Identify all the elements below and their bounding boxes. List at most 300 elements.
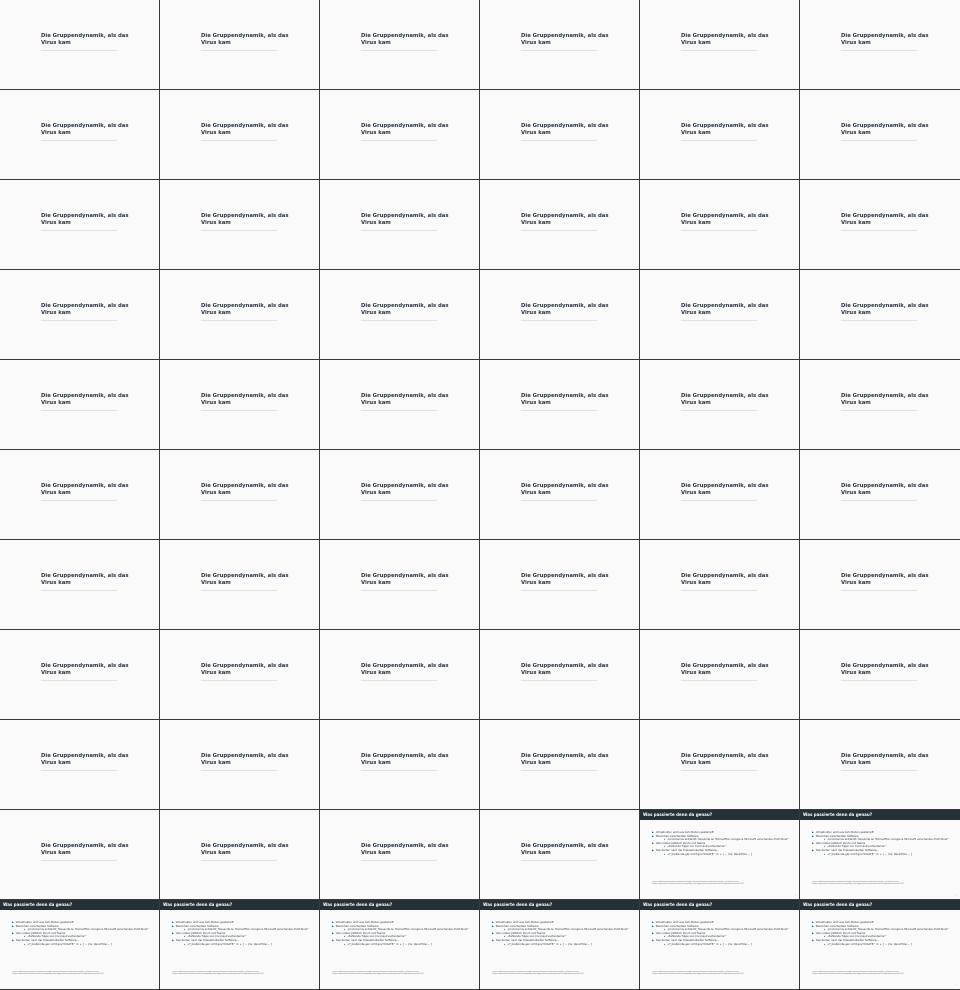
slide-title: Die Gruppendynamik, als das Virus kam bbox=[41, 33, 129, 47]
sub-bullet-icon: ▸ bbox=[344, 928, 347, 932]
bullet-item bbox=[652, 935, 796, 938]
bullet-item bbox=[812, 943, 956, 946]
slide-title: Die Gruppendynamik, als das Virus kam bbox=[681, 483, 769, 497]
bullet-item bbox=[652, 838, 796, 841]
page-number: 1 bbox=[154, 985, 156, 987]
title-slide-thumbnail[interactable] bbox=[480, 360, 640, 450]
title-divider bbox=[201, 410, 277, 411]
title-divider bbox=[841, 50, 917, 51]
title-slide-thumbnail[interactable] bbox=[640, 0, 800, 90]
title-divider bbox=[361, 140, 437, 141]
footnote: ²https://www.tu-berlin.de/uni/mit-corona-quality-strategy-profile-sections-deutschland-pandemie-zoom/2020 bbox=[12, 973, 104, 976]
sub-bullet-icon: ▸ bbox=[664, 838, 667, 842]
title-divider bbox=[521, 140, 597, 141]
bullet-text: Infrastruktur wird aus dem Boden gestampft bbox=[815, 831, 874, 834]
bullet-item bbox=[492, 928, 636, 931]
slide-title: Die Gruppendynamik, als das Virus kam bbox=[521, 753, 609, 767]
title-slide-thumbnail[interactable] bbox=[800, 180, 960, 270]
slide-heading: Was passierte denn da genau? bbox=[803, 812, 873, 817]
slide-header-bar bbox=[0, 900, 160, 910]
bullet-item bbox=[652, 921, 796, 924]
page-number: 1 bbox=[634, 985, 636, 987]
sub-bullet-icon: ▸ bbox=[664, 935, 667, 939]
slide-title: Die Gruppendynamik, als das Virus kam bbox=[361, 393, 449, 407]
bullet-icon: ▶ bbox=[812, 924, 815, 928]
footnote: ²https://www.tu-berlin.de/uni/mit-corona-quality-strategy-profile-sections-deutschland-pandemie-zoom/2020 bbox=[812, 883, 904, 886]
title-slide-thumbnail[interactable] bbox=[0, 450, 160, 540]
slide-title: Die Gruppendynamik, als das Virus kam bbox=[841, 33, 929, 47]
bullet-item bbox=[812, 838, 956, 841]
slide-title: Die Gruppendynamik, als das Virus kam bbox=[361, 33, 449, 47]
title-divider bbox=[841, 140, 917, 141]
bullet-item bbox=[812, 935, 956, 938]
bullet-text: Infrastruktur wird aus dem Boden gestampft bbox=[655, 921, 714, 924]
bullet-icon: ▶ bbox=[332, 924, 335, 928]
bullet-list bbox=[172, 921, 316, 946]
title-divider bbox=[201, 230, 277, 231]
sub-bullet-icon: ▸ bbox=[664, 928, 667, 932]
title-slide-thumbnail[interactable] bbox=[160, 630, 320, 720]
bullet-item bbox=[812, 921, 956, 924]
bullet-text: Infrastruktur wird aus dem Boden gestampft bbox=[15, 921, 74, 924]
title-divider bbox=[201, 500, 277, 501]
title-slide-thumbnail[interactable] bbox=[480, 180, 640, 270]
bullet-item bbox=[652, 943, 796, 946]
bullet-icon: ▶ bbox=[812, 834, 815, 838]
title-divider bbox=[41, 770, 117, 771]
title-divider bbox=[361, 410, 437, 411]
bullet-icon: ▶ bbox=[172, 932, 175, 936]
bullet-text: „Zahlende Tippe von Coronavirus-Pandemie“² bbox=[347, 935, 407, 939]
footnote: ¹https://www.chip.de/news/Coronavirus-Google-und-Microsoft-verschenken-Profi-Tools_182066189.html bbox=[812, 971, 899, 973]
slide-title: Die Gruppendynamik, als das Virus kam bbox=[521, 663, 609, 677]
bullet-item bbox=[652, 928, 796, 931]
slide-title: Die Gruppendynamik, als das Virus kam bbox=[201, 393, 289, 407]
title-slide-thumbnail[interactable] bbox=[160, 0, 320, 90]
bullet-text: Infrastruktur wird aus dem Boden gestampft bbox=[495, 921, 554, 924]
title-divider bbox=[521, 50, 597, 51]
title-divider bbox=[201, 320, 277, 321]
bullet-text: Das Surfen nach der Kreissimulierten Software… bbox=[815, 939, 880, 943]
content-slide-thumbnail[interactable] bbox=[800, 900, 960, 990]
title-slide-thumbnail[interactable] bbox=[320, 360, 480, 450]
title-divider bbox=[521, 590, 597, 591]
title-slide-thumbnail[interactable] bbox=[160, 360, 320, 450]
slide-title: Die Gruppendynamik, als das Virus kam bbox=[41, 123, 129, 137]
bullet-list bbox=[332, 921, 476, 946]
slide-title: Die Gruppendynamik, als das Virus kam bbox=[841, 303, 929, 317]
bullet-icon: ▶ bbox=[812, 932, 815, 936]
bullet-icon: ▶ bbox=[492, 924, 495, 928]
bullet-text: Alle nutzen plötzlich Zoom und Teams bbox=[655, 842, 706, 846]
title-slide-thumbnail[interactable] bbox=[480, 90, 640, 180]
slide-heading: Was passierte denn da genau? bbox=[643, 902, 713, 907]
slide-title: Die Gruppendynamik, als das Virus kam bbox=[201, 33, 289, 47]
bullet-text: „Zahlende Tippe von Coronavirus-Pandemie“² bbox=[27, 935, 87, 939]
slide-heading: Was passierte denn da genau? bbox=[163, 902, 233, 907]
title-divider bbox=[841, 230, 917, 231]
title-divider bbox=[681, 50, 757, 51]
bullet-item bbox=[12, 921, 156, 924]
bullet-icon: ▶ bbox=[652, 834, 655, 838]
bullet-item bbox=[172, 921, 316, 924]
title-slide-thumbnail[interactable] bbox=[480, 810, 640, 900]
title-slide-thumbnail[interactable] bbox=[640, 270, 800, 360]
slide-title: Die Gruppendynamik, als das Virus kam bbox=[41, 393, 129, 407]
title-slide-thumbnail[interactable] bbox=[480, 720, 640, 810]
slide-title: Die Gruppendynamik, als das Virus kam bbox=[41, 753, 129, 767]
bullet-icon: ▶ bbox=[332, 939, 335, 943]
bullet-list bbox=[652, 831, 796, 856]
bullet-item bbox=[172, 935, 316, 938]
title-slide-thumbnail[interactable] bbox=[800, 540, 960, 630]
bullet-item bbox=[812, 928, 956, 931]
sub-bullet-icon: ▸ bbox=[664, 852, 667, 856]
footnotes bbox=[812, 881, 952, 886]
title-slide-thumbnail[interactable] bbox=[320, 90, 480, 180]
title-slide-thumbnail[interactable] bbox=[800, 270, 960, 360]
footnotes bbox=[172, 971, 312, 976]
title-slide-thumbnail[interactable] bbox=[160, 90, 320, 180]
title-divider bbox=[841, 590, 917, 591]
page-number: 1 bbox=[314, 985, 316, 987]
bullet-icon: ▶ bbox=[332, 921, 335, 924]
title-slide-thumbnail[interactable] bbox=[0, 270, 160, 360]
title-slide-thumbnail[interactable] bbox=[0, 720, 160, 810]
title-slide-thumbnail[interactable] bbox=[640, 450, 800, 540]
title-slide-thumbnail[interactable] bbox=[640, 630, 800, 720]
content-slide-thumbnail[interactable] bbox=[320, 900, 480, 990]
slide-title: Die Gruppendynamik, als das Virus kam bbox=[681, 213, 769, 227]
title-divider bbox=[201, 680, 277, 681]
slide-title: Die Gruppendynamik, als das Virus kam bbox=[681, 123, 769, 137]
slide-title: Die Gruppendynamik, als das Virus kam bbox=[201, 303, 289, 317]
sub-bullet-icon: ▸ bbox=[664, 942, 667, 946]
slide-title: Die Gruppendynamik, als das Virus kam bbox=[681, 663, 769, 677]
bullet-list bbox=[12, 921, 156, 946]
page-number: 1 bbox=[794, 985, 796, 987]
title-divider bbox=[41, 230, 117, 231]
title-divider bbox=[41, 410, 117, 411]
bullet-text: „Zahlende Tippe von Coronavirus-Pandemie“² bbox=[507, 935, 567, 939]
bullet-item bbox=[812, 853, 956, 856]
slide-title: Die Gruppendynamik, als das Virus kam bbox=[201, 573, 289, 587]
title-slide-thumbnail[interactable] bbox=[480, 540, 640, 630]
bullet-text: Alle nutzen plötzlich Zoom und Teams bbox=[495, 932, 546, 936]
sub-bullet-icon: ▸ bbox=[24, 928, 27, 932]
title-slide-thumbnail[interactable] bbox=[800, 90, 960, 180]
bullet-icon: ▶ bbox=[652, 921, 655, 924]
sub-bullet-icon: ▸ bbox=[664, 845, 667, 849]
footnotes bbox=[652, 881, 792, 886]
bullet-item bbox=[812, 831, 956, 834]
title-divider bbox=[521, 770, 597, 771]
bullet-item bbox=[172, 943, 316, 946]
page-number: 1 bbox=[794, 895, 796, 897]
sub-bullet-icon: ▸ bbox=[824, 928, 827, 932]
content-slide-thumbnail[interactable] bbox=[0, 900, 160, 990]
title-slide-thumbnail[interactable] bbox=[800, 720, 960, 810]
title-divider bbox=[361, 50, 437, 51]
title-divider bbox=[41, 140, 117, 141]
title-slide-thumbnail[interactable] bbox=[0, 180, 160, 270]
footnote: ¹https://www.chip.de/news/Coronavirus-Google-und-Microsoft-verschenken-Profi-Tools_182066189.html bbox=[652, 971, 739, 973]
title-slide-thumbnail[interactable] bbox=[0, 0, 160, 90]
title-divider bbox=[681, 320, 757, 321]
content-slide-thumbnail[interactable] bbox=[640, 810, 800, 900]
slide-title: Die Gruppendynamik, als das Virus kam bbox=[521, 393, 609, 407]
title-divider bbox=[681, 140, 757, 141]
bullet-icon: ▶ bbox=[812, 831, 815, 834]
slide-title: Die Gruppendynamik, als das Virus kam bbox=[521, 843, 609, 857]
content-slide-thumbnail[interactable] bbox=[160, 900, 320, 990]
page-number: 1 bbox=[955, 985, 957, 987]
bullet-item bbox=[492, 921, 636, 924]
bullet-text: „Zahlende Tippe von Coronavirus-Pandemie“² bbox=[667, 845, 727, 849]
page-number: 1 bbox=[474, 985, 476, 987]
bullet-text: Menschen verschenken Software bbox=[15, 924, 59, 928]
slide-title: Die Gruppendynamik, als das Virus kam bbox=[201, 483, 289, 497]
sub-bullet-icon: ▸ bbox=[824, 852, 827, 856]
bullet-text: Das Surfen nach der Kreissimulierten Software… bbox=[655, 939, 720, 943]
title-divider bbox=[361, 590, 437, 591]
slide-header-bar bbox=[800, 900, 960, 910]
footnote: ²https://www.tu-berlin.de/uni/mit-corona-quality-strategy-profile-sections-deutschland-pandemie-zoom/2020 bbox=[652, 883, 744, 886]
slide-title: Die Gruppendynamik, als das Virus kam bbox=[841, 483, 929, 497]
title-divider bbox=[361, 500, 437, 501]
bullet-text: Das Surfen nach der Kreissimulierten Software… bbox=[815, 849, 880, 853]
title-slide-thumbnail[interactable] bbox=[640, 540, 800, 630]
sub-bullet-icon: ▸ bbox=[344, 942, 347, 946]
title-divider bbox=[361, 860, 437, 861]
title-divider bbox=[41, 590, 117, 591]
title-slide-thumbnail[interactable] bbox=[160, 270, 320, 360]
footnotes bbox=[812, 971, 952, 976]
slide-title: Die Gruppendynamik, als das Virus kam bbox=[681, 393, 769, 407]
bullet-text: Alle nutzen plötzlich Zoom und Teams bbox=[15, 932, 66, 936]
footnote: ¹https://www.chip.de/news/Coronavirus-Google-und-Microsoft-verschenken-Profi-Tools_182066189.html bbox=[172, 971, 259, 973]
title-divider bbox=[361, 320, 437, 321]
bullet-list bbox=[812, 831, 956, 856]
sub-bullet-icon: ▸ bbox=[504, 942, 507, 946]
title-divider bbox=[681, 230, 757, 231]
bullet-icon: ▶ bbox=[812, 849, 815, 853]
bullet-text: „Coronavirus entdeckt: Tausende an Homeoffice: Google & Microsoft verschenken Profi-Tools“¹ bbox=[347, 928, 470, 932]
content-slide-thumbnail[interactable] bbox=[480, 900, 640, 990]
bullet-icon: ▶ bbox=[172, 924, 175, 928]
sub-bullet-icon: ▸ bbox=[824, 935, 827, 939]
title-divider bbox=[521, 500, 597, 501]
title-slide-thumbnail[interactable] bbox=[320, 540, 480, 630]
title-slide-thumbnail[interactable] bbox=[480, 450, 640, 540]
title-divider bbox=[201, 860, 277, 861]
slide-title: Die Gruppendynamik, als das Virus kam bbox=[841, 573, 929, 587]
title-divider bbox=[521, 860, 597, 861]
title-slide-thumbnail[interactable] bbox=[320, 450, 480, 540]
slide-title: Die Gruppendynamik, als das Virus kam bbox=[41, 303, 129, 317]
title-slide-thumbnail[interactable] bbox=[320, 270, 480, 360]
bullet-list bbox=[492, 921, 636, 946]
bullet-text: „rf_kreiternte.ger nicht.gov?COLLTE.“ rk + [ … Uni: ReneTime … ] bbox=[827, 942, 913, 946]
title-slide-thumbnail[interactable] bbox=[160, 540, 320, 630]
title-slide-thumbnail[interactable] bbox=[640, 180, 800, 270]
sub-bullet-icon: ▸ bbox=[824, 942, 827, 946]
slide-title: Die Gruppendynamik, als das Virus kam bbox=[361, 753, 449, 767]
bullet-text: Alle nutzen plötzlich Zoom und Teams bbox=[815, 932, 866, 936]
title-slide-thumbnail[interactable] bbox=[480, 270, 640, 360]
title-divider bbox=[521, 680, 597, 681]
bullet-text: „Coronavirus entdeckt: Tausende an Homeoffice: Google & Microsoft verschenken Profi-Tools“¹ bbox=[827, 838, 950, 842]
slide-title: Die Gruppendynamik, als das Virus kam bbox=[41, 483, 129, 497]
title-divider bbox=[841, 500, 917, 501]
title-divider bbox=[521, 320, 597, 321]
bullet-item bbox=[652, 831, 796, 834]
bullet-icon: ▶ bbox=[812, 939, 815, 943]
title-slide-thumbnail[interactable] bbox=[480, 630, 640, 720]
slide-title: Die Gruppendynamik, als das Virus kam bbox=[521, 33, 609, 47]
slide-title: Die Gruppendynamik, als das Virus kam bbox=[681, 753, 769, 767]
title-divider bbox=[41, 860, 117, 861]
bullet-icon: ▶ bbox=[12, 921, 15, 924]
title-divider bbox=[41, 50, 117, 51]
sub-bullet-icon: ▸ bbox=[504, 928, 507, 932]
slide-heading: Was passierte denn da genau? bbox=[323, 902, 393, 907]
bullet-item bbox=[652, 853, 796, 856]
slide-heading: Was passierte denn da genau? bbox=[483, 902, 553, 907]
slide-title: Die Gruppendynamik, als das Virus kam bbox=[681, 33, 769, 47]
title-slide-thumbnail[interactable] bbox=[800, 630, 960, 720]
slide-title: Die Gruppendynamik, als das Virus kam bbox=[841, 213, 929, 227]
bullet-text: Alle nutzen plötzlich Zoom und Teams bbox=[815, 842, 866, 846]
bullet-list bbox=[652, 921, 796, 946]
title-slide-thumbnail[interactable] bbox=[160, 180, 320, 270]
content-slide-thumbnail[interactable] bbox=[640, 900, 800, 990]
title-slide-thumbnail[interactable] bbox=[0, 360, 160, 450]
title-divider bbox=[41, 680, 117, 681]
title-slide-thumbnail[interactable] bbox=[0, 630, 160, 720]
slide-title: Die Gruppendynamik, als das Virus kam bbox=[361, 213, 449, 227]
bullet-text: Alle nutzen plötzlich Zoom und Teams bbox=[335, 932, 386, 936]
slide-title: Die Gruppendynamik, als das Virus kam bbox=[521, 573, 609, 587]
slide-title: Die Gruppendynamik, als das Virus kam bbox=[841, 663, 929, 677]
title-divider bbox=[681, 590, 757, 591]
slide-title: Die Gruppendynamik, als das Virus kam bbox=[201, 123, 289, 137]
title-slide-thumbnail[interactable] bbox=[320, 720, 480, 810]
title-slide-thumbnail[interactable] bbox=[0, 540, 160, 630]
title-slide-thumbnail[interactable] bbox=[160, 810, 320, 900]
title-divider bbox=[201, 140, 277, 141]
sub-bullet-icon: ▸ bbox=[184, 935, 187, 939]
footnote: ¹https://www.chip.de/news/Coronavirus-Google-und-Microsoft-verschenken-Profi-Tools_182066189.html bbox=[652, 881, 739, 883]
bullet-text: Das Surfen nach der Kreissimulierten Software… bbox=[175, 939, 240, 943]
bullet-text: Das Surfen nach der Kreissimulierten Software… bbox=[15, 939, 80, 943]
bullet-icon: ▶ bbox=[492, 939, 495, 943]
bullet-text: „Zahlende Tippe von Coronavirus-Pandemie“² bbox=[827, 935, 887, 939]
sub-bullet-icon: ▸ bbox=[504, 935, 507, 939]
title-slide-thumbnail[interactable] bbox=[320, 0, 480, 90]
bullet-text: „rf_kreiternte.ger nicht.gov?COLLTE.“ rk + [ … Uni: ReneTime … ] bbox=[507, 942, 593, 946]
title-divider bbox=[361, 230, 437, 231]
title-divider bbox=[681, 680, 757, 681]
slide-title: Die Gruppendynamik, als das Virus kam bbox=[41, 843, 129, 857]
slide-title: Die Gruppendynamik, als das Virus kam bbox=[201, 213, 289, 227]
title-divider bbox=[361, 680, 437, 681]
title-slide-thumbnail[interactable] bbox=[0, 90, 160, 180]
bullet-text: Das Surfen nach der Kreissimulierten Software… bbox=[335, 939, 400, 943]
bullet-item bbox=[332, 935, 476, 938]
title-slide-thumbnail[interactable] bbox=[640, 360, 800, 450]
page-number: 1 bbox=[955, 895, 957, 897]
slide-title: Die Gruppendynamik, als das Virus kam bbox=[521, 303, 609, 317]
title-slide-thumbnail[interactable] bbox=[0, 810, 160, 900]
bullet-item bbox=[12, 935, 156, 938]
bullet-text: „Zahlende Tippe von Coronavirus-Pandemie“² bbox=[667, 935, 727, 939]
bullet-text: Menschen verschenken Software bbox=[815, 834, 859, 838]
bullet-item bbox=[332, 928, 476, 931]
slide-title: Die Gruppendynamik, als das Virus kam bbox=[41, 663, 129, 677]
bullet-icon: ▶ bbox=[812, 842, 815, 846]
bullet-item bbox=[12, 928, 156, 931]
content-slide-thumbnail[interactable] bbox=[800, 810, 960, 900]
bullet-icon: ▶ bbox=[652, 924, 655, 928]
title-divider bbox=[841, 410, 917, 411]
title-divider bbox=[41, 320, 117, 321]
slide-title: Die Gruppendynamik, als das Virus kam bbox=[361, 663, 449, 677]
title-slide-thumbnail[interactable] bbox=[800, 0, 960, 90]
title-divider bbox=[201, 590, 277, 591]
slide-header-bar bbox=[160, 900, 320, 910]
bullet-item bbox=[492, 935, 636, 938]
title-slide-thumbnail[interactable] bbox=[320, 630, 480, 720]
bullet-item bbox=[332, 921, 476, 924]
title-slide-thumbnail[interactable] bbox=[800, 450, 960, 540]
title-divider bbox=[841, 770, 917, 771]
title-slide-thumbnail[interactable] bbox=[480, 0, 640, 90]
sub-bullet-icon: ▸ bbox=[344, 935, 347, 939]
footnote: ¹https://www.chip.de/news/Coronavirus-Google-und-Microsoft-verschenken-Profi-Tools_182066189.html bbox=[492, 971, 579, 973]
slide-title: Die Gruppendynamik, als das Virus kam bbox=[841, 753, 929, 767]
slide-heading: Was passierte denn da genau? bbox=[643, 812, 713, 817]
sub-bullet-icon: ▸ bbox=[184, 928, 187, 932]
bullet-text: „rf_kreiternte.ger nicht.gov?COLLTE.“ rk + [ … Uni: ReneTime … ] bbox=[827, 852, 913, 856]
title-slide-thumbnail[interactable] bbox=[320, 180, 480, 270]
bullet-item bbox=[492, 943, 636, 946]
title-divider bbox=[521, 230, 597, 231]
title-divider bbox=[361, 770, 437, 771]
footnote: ²https://www.tu-berlin.de/uni/mit-corona-quality-strategy-profile-sections-deutschland-pandemie-zoom/2020 bbox=[492, 973, 584, 976]
slide-title: Die Gruppendynamik, als das Virus kam bbox=[521, 213, 609, 227]
bullet-text: Das Surfen nach der Kreissimulierten Software… bbox=[655, 849, 720, 853]
title-slide-thumbnail[interactable] bbox=[320, 810, 480, 900]
title-slide-thumbnail[interactable] bbox=[160, 720, 320, 810]
title-slide-thumbnail[interactable] bbox=[800, 360, 960, 450]
footnote: ²https://www.tu-berlin.de/uni/mit-corona-quality-strategy-profile-sections-deutschland-pandemie-zoom/2020 bbox=[172, 973, 264, 976]
bullet-text: Menschen verschenken Software bbox=[815, 924, 859, 928]
title-slide-thumbnail[interactable] bbox=[160, 450, 320, 540]
title-slide-thumbnail[interactable] bbox=[640, 90, 800, 180]
bullet-text: Menschen verschenken Software bbox=[335, 924, 379, 928]
sub-bullet-icon: ▸ bbox=[824, 845, 827, 849]
bullet-icon: ▶ bbox=[652, 831, 655, 834]
title-slide-thumbnail[interactable] bbox=[640, 720, 800, 810]
slide-title: Die Gruppendynamik, als das Virus kam bbox=[521, 483, 609, 497]
bullet-item bbox=[332, 943, 476, 946]
bullet-icon: ▶ bbox=[332, 932, 335, 936]
bullet-text: Infrastruktur wird aus dem Boden gestampft bbox=[815, 921, 874, 924]
bullet-icon: ▶ bbox=[12, 939, 15, 943]
slide-heading: Was passierte denn da genau? bbox=[3, 902, 73, 907]
bullet-icon: ▶ bbox=[12, 924, 15, 928]
